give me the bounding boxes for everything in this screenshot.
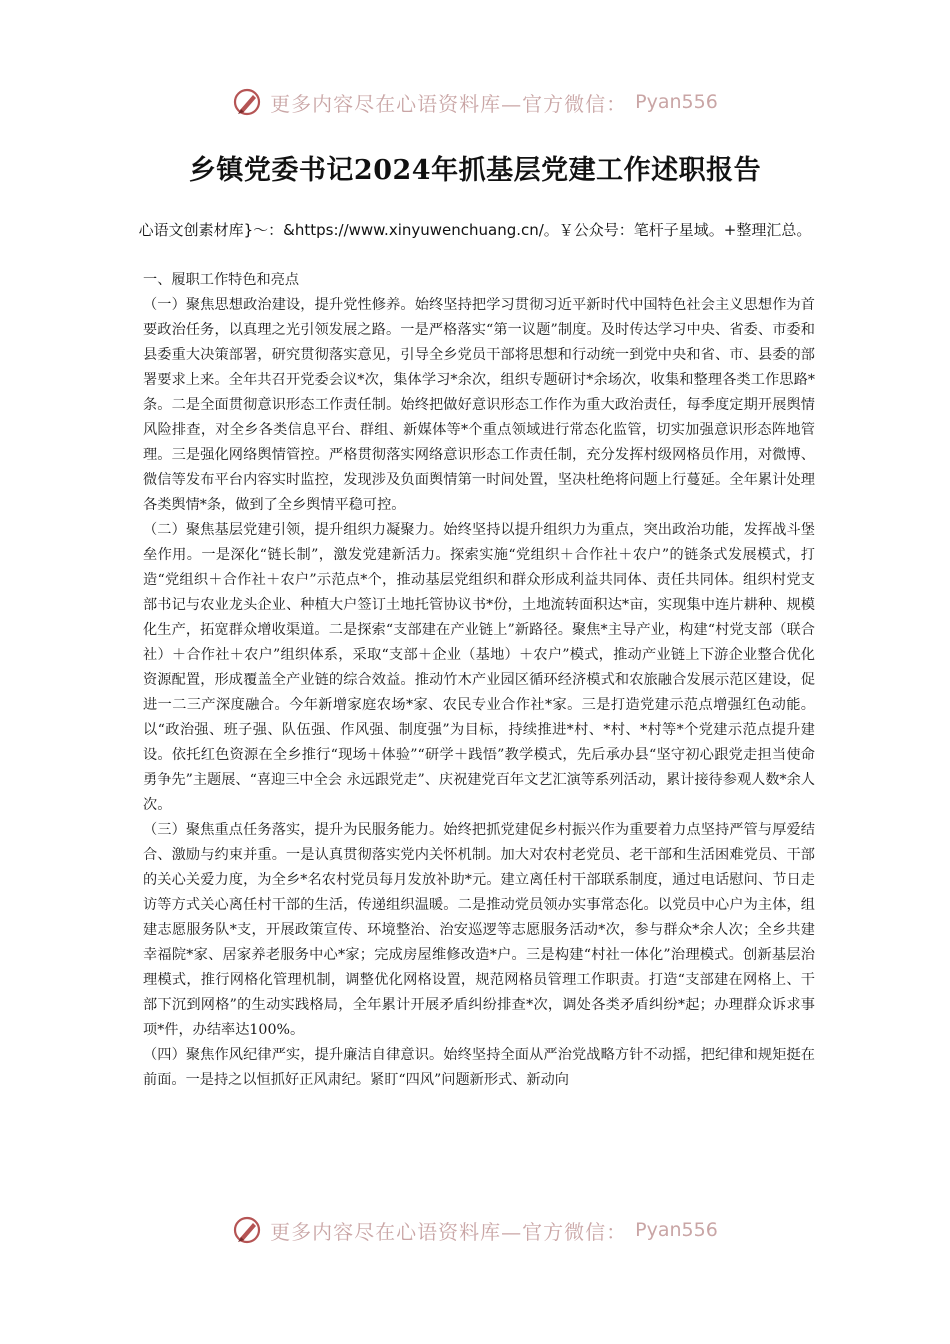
banner-slogan: 更多内容尽在心语资料库—官方微信： bbox=[270, 91, 628, 116]
wechat-id: Pyan556 bbox=[635, 1219, 718, 1241]
banner-slogan: 更多内容尽在心语资料库—官方微信： bbox=[270, 1219, 628, 1244]
document-body bbox=[143, 268, 815, 1093]
section-heading: 一、履职工作特色和亮点 bbox=[143, 272, 300, 288]
pen-logo-icon bbox=[232, 87, 262, 117]
source-line: 心语文创素材库}～：&https://www.xinyuwenchuang.cn/。￥公众号：笔杆子星域。+整理汇总。 bbox=[138, 221, 812, 239]
paragraph-2: （二）聚焦基层党建引领，提升组织力凝聚力。始终坚持以提升组织力为重点，突出政治功能，发挥战斗堡垒作用。一是深化“链长制”，激发党建新活力。探索实施“党组织＋合作社＋农户”的链条式发展模式，打造“党组织＋合作社＋农户”示范点*个，推动基层党组织和群众形成利益共同体、责任共同体。组织村党支部书记与农业龙头企业、种植大户签订土地托管协议书*份，土地流转面积达*亩，实现集中连片耕种、规模化生产，拓宽群众增收渠道。二是探索“支部建在产业链上”新路径。聚焦*主导产业，构建“村党支部（联合社）＋合作社＋农户”组织体系，采取“支部＋企业（基地）＋农户”模式，推动产业链上下游企业整合优化资源配置，形成覆盖全产业链的综合效益。推动竹木产业园区循环经济模式和农旅融合发展示范区建设，促进一二三产深度融合。今年新增家庭农场*家、农民专业合作社*家。三是打造党建示范点增强红色动能。以“政治强、班子强、队伍强、作风强、制度强”为目标，持续推进*村、*村、*村等*个党建示范点提升建设。依托红色资源在全乡推行“现场＋体验”“研学＋践悟”教学模式，先后承办县“坚守初心跟党走担当使命勇争先”主题展、“喜迎三中全会 永远跟党走”、庆祝建党百年文艺汇演等系列活动，累计接待参观人数*余人次。 bbox=[143, 522, 815, 813]
pen-logo-icon bbox=[232, 1215, 262, 1245]
paragraph-4: （四）聚焦作风纪律严实，提升廉洁自律意识。始终坚持全面从严治党战略方针不动摇，把纪律和规矩挺在前面。一是持之以恒抓好正风肃纪。紧盯“四风”问题新形式、新动向 bbox=[143, 1047, 815, 1088]
document-title: 乡镇党委书记2024年抓基层党建工作述职报告 bbox=[188, 155, 762, 186]
header-watermark-banner bbox=[0, 82, 950, 122]
paragraph-3: （三）聚焦重点任务落实，提升为民服务能力。始终把抓党建促乡村振兴作为重要着力点坚持严管与厚爱结合、激励与约束并重。一是认真贯彻落实党内关怀机制。加大对农村老党员、老干部和生活困难党员、干部的关心关爱力度，为全乡*名农村党员每月发放补助*元。建立离任村干部联系制度，通过电话慰问、节日走访等方式关心离任村干部的生活，传递组织温暖。二是推动党员领办实事常态化。以党员中心户为主体，组建志愿服务队*支，开展政策宣传、环境整治、治安巡逻等志愿服务活动*次，参与群众*余人次；全乡共建幸福院*家、居家养老服务中心*家；完成房屋维修改造*户。三是构建“村社一体化”治理模式。创新基层治理模式，推行网格化管理机制，调整优化网格设置，规范网格员管理工作职责。打造“支部建在网格上、干部下沉到网格”的生动实践格局，全年累计开展矛盾纠纷排查*次，调处各类矛盾纠纷*起；办理群众诉求事项*件，办结率达100%。 bbox=[143, 822, 815, 1038]
footer-watermark-banner bbox=[0, 1210, 950, 1250]
wechat-id: Pyan556 bbox=[635, 91, 718, 113]
paragraph-1: （一）聚焦思想政治建设，提升党性修养。始终坚持把学习贯彻习近平新时代中国特色社会主义思想作为首要政治任务，以真理之光引领发展之路。一是严格落实“第一议题”制度。及时传达学习中央、省委、市委和县委重大决策部署，研究贯彻落实意见，引导全乡党员干部将思想和行动统一到党中央和省、市、县委的部署要求上来。全年共召开党委会议*次，集体学习*余次，组织专题研讨*余场次，收集和整理各类工作思路*条。二是全面贯彻意识形态工作责任制。始终把做好意识形态工作作为重大政治责任，每季度定期开展舆情风险排查，对全乡各类信息平台、群组、新媒体等*个重点领域进行常态化监管，切实加强意识形态阵地管理。三是强化网络舆情管控。严格贯彻落实网络意识形态工作责任制，充分发挥村级网格员作用，对微博、微信等发布平台内容实时监控，发现涉及负面舆情第一时间处置，坚决杜绝将问题上行蔓延。全年累计处理各类舆情*条，做到了全乡舆情平稳可控。 bbox=[143, 297, 815, 513]
